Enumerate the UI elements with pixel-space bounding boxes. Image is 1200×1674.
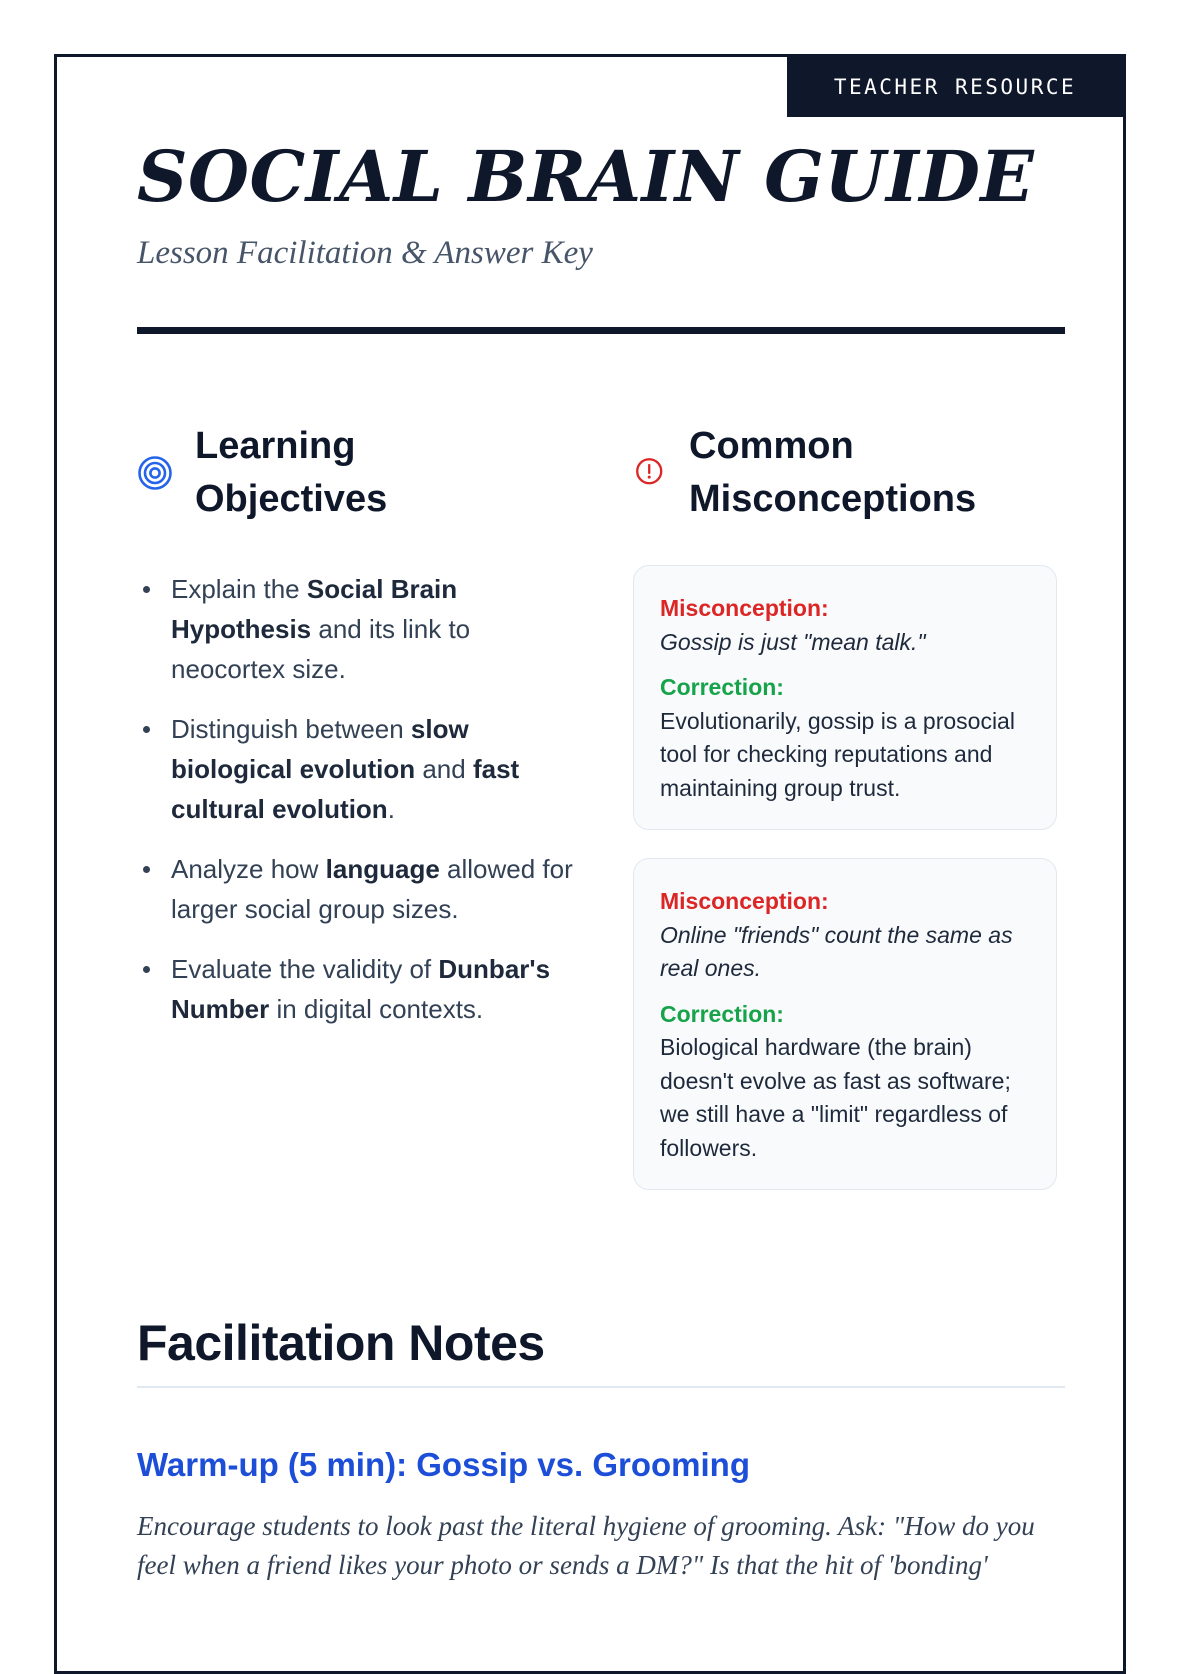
misconceptions-section <box>633 419 1057 1190</box>
misconception-card <box>633 565 1057 830</box>
objectives-list <box>137 569 577 1029</box>
warmup-text: Encourage students to look past the literal hygiene of grooming. Ask: "How do you feel when a friend likes your photo or sends a DM?" Is that the hit of 'bonding' <box>137 1511 1035 1580</box>
resource-page <box>54 54 1126 1674</box>
title-divider <box>137 327 1065 334</box>
page-title: SOCIAL BRAIN GUIDE <box>137 135 1035 218</box>
objectives-title: Learning Objectives <box>195 425 388 520</box>
misconceptions-heading-row <box>633 419 1057 527</box>
objectives-heading-row <box>137 419 577 527</box>
correction-text: Biological hardware (the brain) doesn't evolve as fast as software; we still have a "limit" regardless of followers. <box>660 1034 1011 1161</box>
misconception-cards <box>633 565 1057 1190</box>
teacher-resource-badge: TEACHER RESOURCE <box>787 57 1123 117</box>
misconception-text: Gossip is just "mean talk." <box>660 628 926 655</box>
correction-text: Evolutionarily, gossip is a prosocial tool for checking reputations and maintaining group trust. <box>660 707 1015 801</box>
objective-item: Explain the Social Brain Hypothesis and its link to neocortex size. <box>137 569 577 689</box>
misconception-label: Misconception: <box>660 595 829 621</box>
objective-item: Evaluate the validity of Dunbar's Number in digital contexts. <box>137 949 577 1029</box>
objective-item: Distinguish between slow biological evolution and fast cultural evolution. <box>137 709 577 829</box>
objective-item: Analyze how language allowed for larger social group sizes. <box>137 849 577 929</box>
correction-label: Correction: <box>660 1000 784 1027</box>
learning-objectives-section <box>137 419 577 1049</box>
facilitation-divider <box>137 1386 1065 1388</box>
warmup-heading: Warm-up (5 min): Gossip vs. Grooming <box>137 1446 750 1483</box>
misconception-text: Online "friends" count the same as real ones. <box>660 921 1013 981</box>
misconception-label: Misconception: <box>660 888 829 914</box>
page-subtitle: Lesson Facilitation & Answer Key <box>137 235 593 271</box>
misconception-card <box>633 858 1057 1190</box>
facilitation-notes-heading: Facilitation Notes <box>137 1315 545 1371</box>
misconceptions-title: Common Misconceptions <box>689 425 977 520</box>
target-icon <box>137 455 173 491</box>
correction-label: Correction: <box>660 674 784 700</box>
alert-circle-icon <box>635 457 667 489</box>
